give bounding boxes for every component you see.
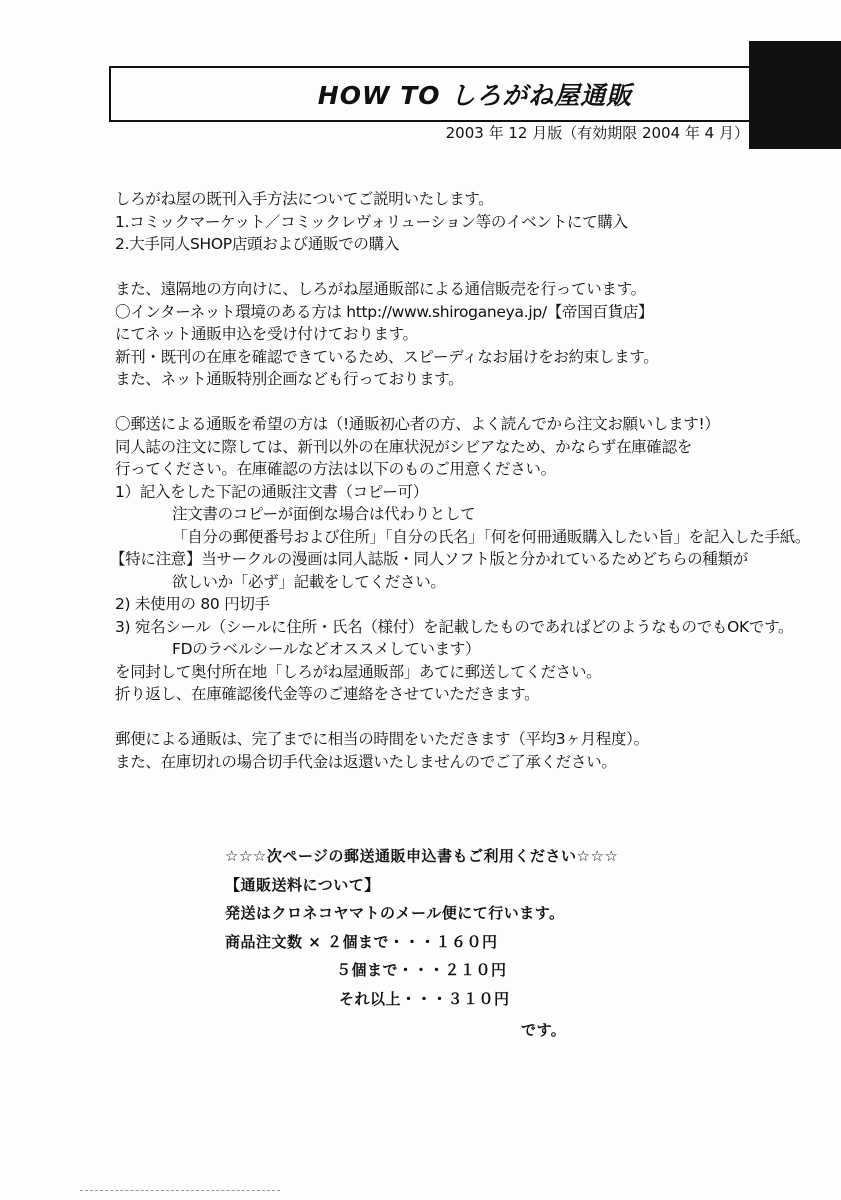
fee-heading: 【通販送料について】 bbox=[225, 875, 380, 894]
body-text bbox=[110, 188, 815, 773]
body-line: 注文書のコピーが面倒な場合は代わりとして bbox=[172, 505, 476, 523]
shipping-method: 発送はクロネコヤマトのメール便にて行います。 bbox=[225, 904, 565, 922]
body-line: 2) 未使用の 80 円切手 bbox=[115, 595, 270, 613]
fee-up-to-2: 商品注文数 × ２個まで・・・１６０円 bbox=[225, 932, 498, 951]
body-line: 同人誌の注文に際しては、新刊以外の在庫状況がシビアなため、かならず在庫確認を bbox=[115, 437, 692, 456]
page-title: HOW TO しろがね屋通販 bbox=[317, 81, 633, 110]
shipping-notice bbox=[225, 842, 665, 1045]
spacer bbox=[115, 256, 815, 279]
body-line: 1.コミックマーケット／コミックレヴォリューション等のイベントにて購入 bbox=[115, 212, 628, 231]
bottom-edge-mark bbox=[80, 1190, 280, 1195]
body-line: 【特に注意】当サークルの漫画は同人誌版・同人ソフト版と分かれているためどちらの種類が bbox=[110, 550, 748, 568]
body-line: 〇インターネット環境のある方は http://www.shiroganeya.jp/【帝国百貨店】 bbox=[115, 302, 654, 321]
body-line: また、遠隔地の方向けに、しろがね屋通販部による通信販売を行っています。 bbox=[115, 280, 646, 298]
body-line: を同封して奥付所在地「しろがね屋通販部」あてに郵送してください。 bbox=[115, 662, 602, 681]
body-line: 2.大手同人SHOP店頭および通販での購入 bbox=[115, 235, 400, 253]
fee-more: それ以上・・・３１０円 bbox=[339, 989, 510, 1008]
body-line: 折り返し、在庫確認後代金等のご連絡をさせていただきます。 bbox=[115, 685, 540, 703]
next-page-note: ☆☆☆次ページの郵送通販申込書もご利用ください☆☆☆ bbox=[225, 847, 619, 865]
body-line: 欲しいか「必ず」記載をしてください。 bbox=[172, 572, 446, 591]
title-box bbox=[109, 66, 749, 122]
body-line: しろがね屋の既刊入手方法についてご説明いたします。 bbox=[115, 190, 494, 208]
spacer bbox=[115, 391, 815, 414]
body-line: FDのラベルシールなどオススメしています） bbox=[172, 640, 481, 658]
desu-text: です。 bbox=[521, 1021, 567, 1039]
body-line: 3) 宛名シール（シールに住所・氏名（様付）を記載したものであればどのようなものでもOKです。 bbox=[115, 617, 794, 636]
body-line: 新刊・既刊の在庫を確認できているため、スピーディなお届けをお約束します。 bbox=[115, 347, 659, 366]
edition-date: 2003 年 12 月版（有効期限 2004 年 4 月） bbox=[445, 124, 749, 142]
body-line: また、ネット通販特別企画なども行っております。 bbox=[115, 370, 464, 388]
body-line: 郵便による通販は、完了までに相当の時間をいただきます（平均3ヶ月程度）。 bbox=[115, 730, 649, 748]
body-line: 行ってください。在庫確認の方法は以下のものご用意ください。 bbox=[115, 460, 556, 478]
spacer bbox=[115, 706, 815, 729]
fee-up-to-5: ５個まで・・・２１０円 bbox=[336, 961, 507, 979]
body-line: 1）記入をした下記の通販注文書（コピー可） bbox=[115, 482, 428, 501]
body-line: 「自分の郵便番号および住所」「自分の氏名」「何を何冊通販購入したい旨」を記入した手紙。 bbox=[172, 527, 811, 546]
body-line: 〇郵送による通販を希望の方は（!通販初心者の方、よく読んでから注文お願いします!） bbox=[115, 415, 720, 433]
body-line: にてネット通販申込を受け付けております。 bbox=[115, 325, 418, 343]
corner-black-bar bbox=[749, 41, 841, 149]
body-line: また、在庫切れの場合切手代金は返還いたしませんのでご了承ください。 bbox=[115, 752, 617, 771]
